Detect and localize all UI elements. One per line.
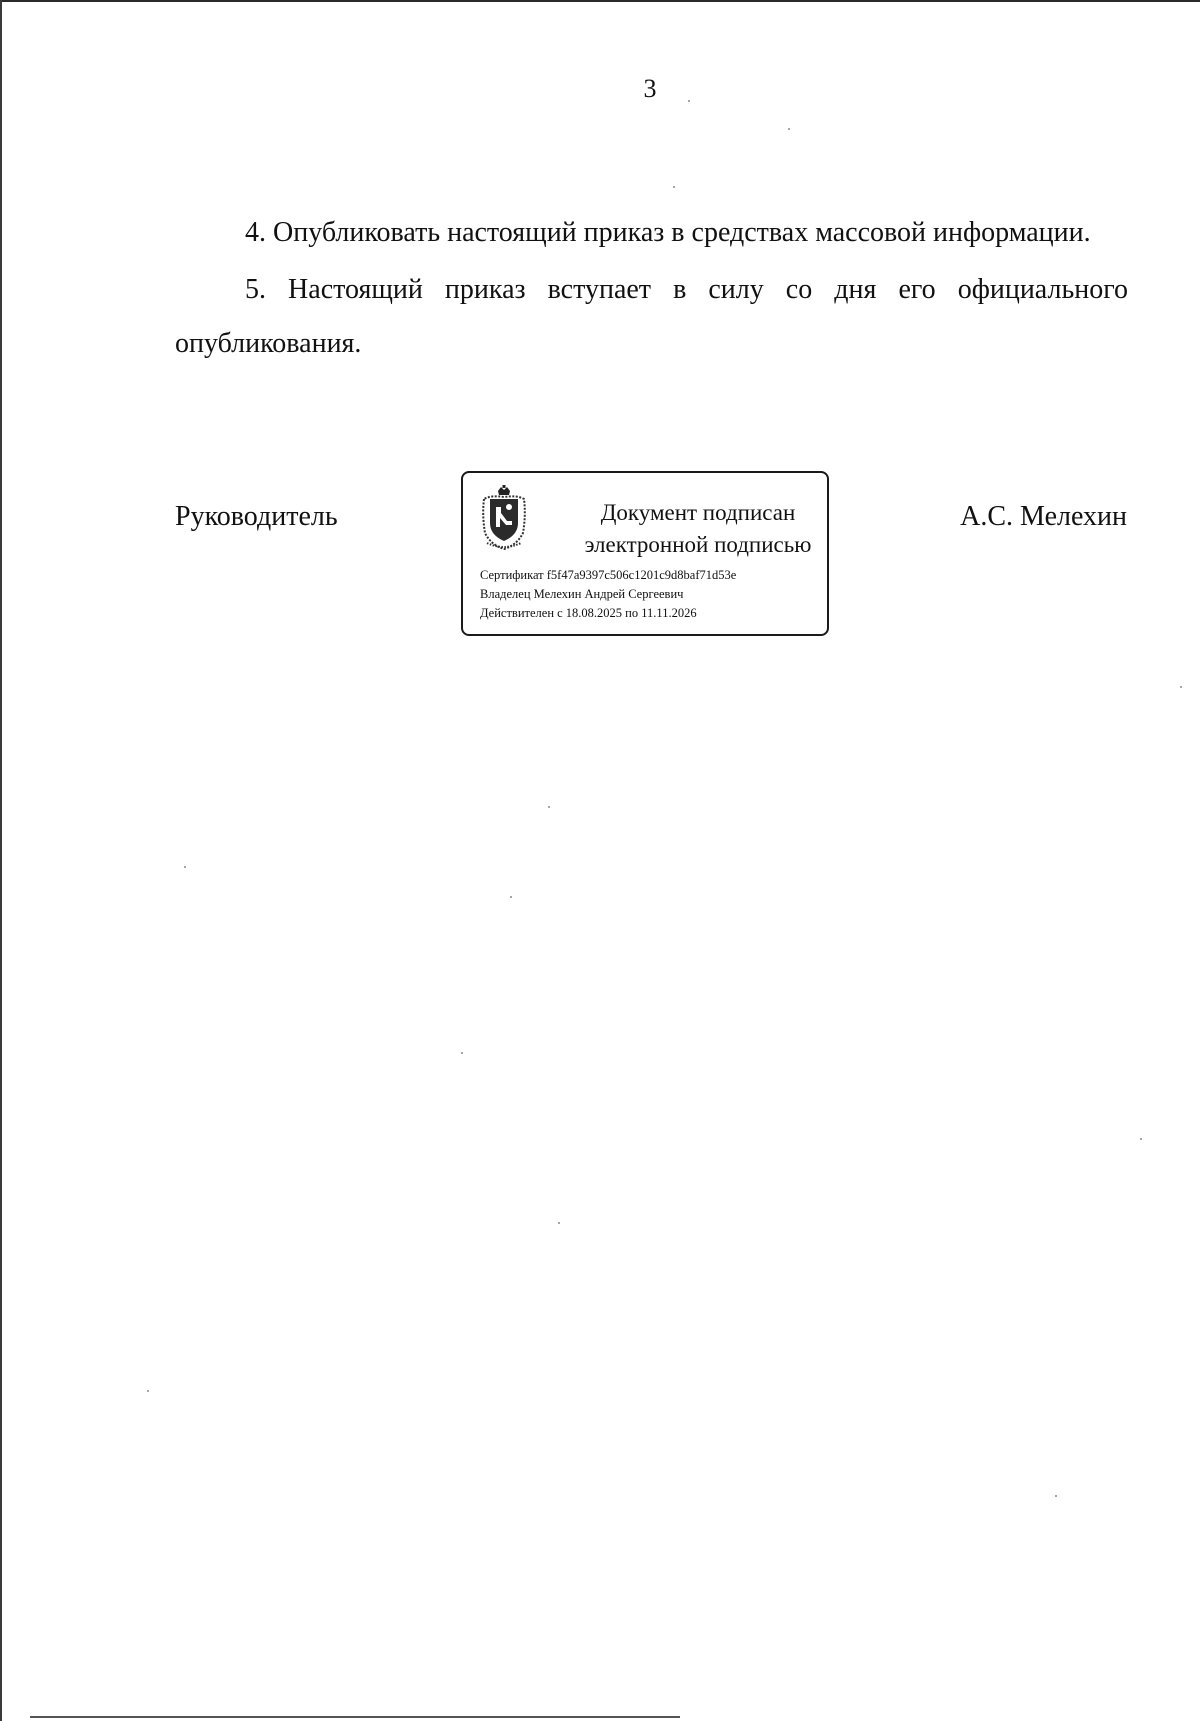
speck <box>184 866 186 868</box>
certificate-owner: Владелец Мелехин Андрей Сергеевич <box>480 587 684 601</box>
speck <box>673 186 675 188</box>
certificate-number: Сертификат f5f47a9397c506c1201c9d8baf71d53e <box>480 568 737 582</box>
stamp-title <box>563 497 833 561</box>
paragraph-4-text: 4. Опубликовать настоящий приказ в средствах массовой информации. <box>245 217 1091 248</box>
page-number: 3 <box>643 74 657 103</box>
speck <box>548 806 550 808</box>
paragraph-5 <box>175 263 1128 371</box>
scan-edge-bottom <box>30 1716 680 1718</box>
certificate-validity: Действителен с 18.08.2025 по 11.11.2026 <box>480 606 697 620</box>
speck <box>510 896 512 898</box>
stamp-title-line-1: Документ подписан <box>600 500 796 525</box>
speck <box>558 1222 560 1224</box>
signatory-role: Руководитель <box>175 501 338 532</box>
speck <box>1055 1495 1057 1497</box>
scan-edge-top <box>0 0 1200 2</box>
paragraph-5-line-2: опубликования. <box>175 328 362 359</box>
scan-edge-left <box>0 0 2 1721</box>
speck <box>1180 686 1182 688</box>
paragraph-4 <box>175 213 1128 253</box>
speck <box>1140 1138 1142 1140</box>
speck <box>461 1052 463 1054</box>
signatory-name: А.С. Мелехин <box>960 501 1127 532</box>
speck <box>788 128 790 130</box>
stamp-title-line-2: электронной подписью <box>584 532 812 557</box>
speck <box>147 1390 149 1392</box>
stamp-details <box>480 566 736 623</box>
paragraph-5-line-1: 5. Настоящий приказ вступает в силу со дня его официального <box>245 274 1128 305</box>
electronic-signature-stamp <box>461 471 829 636</box>
coat-of-arms-icon <box>481 485 527 551</box>
speck <box>688 100 690 102</box>
